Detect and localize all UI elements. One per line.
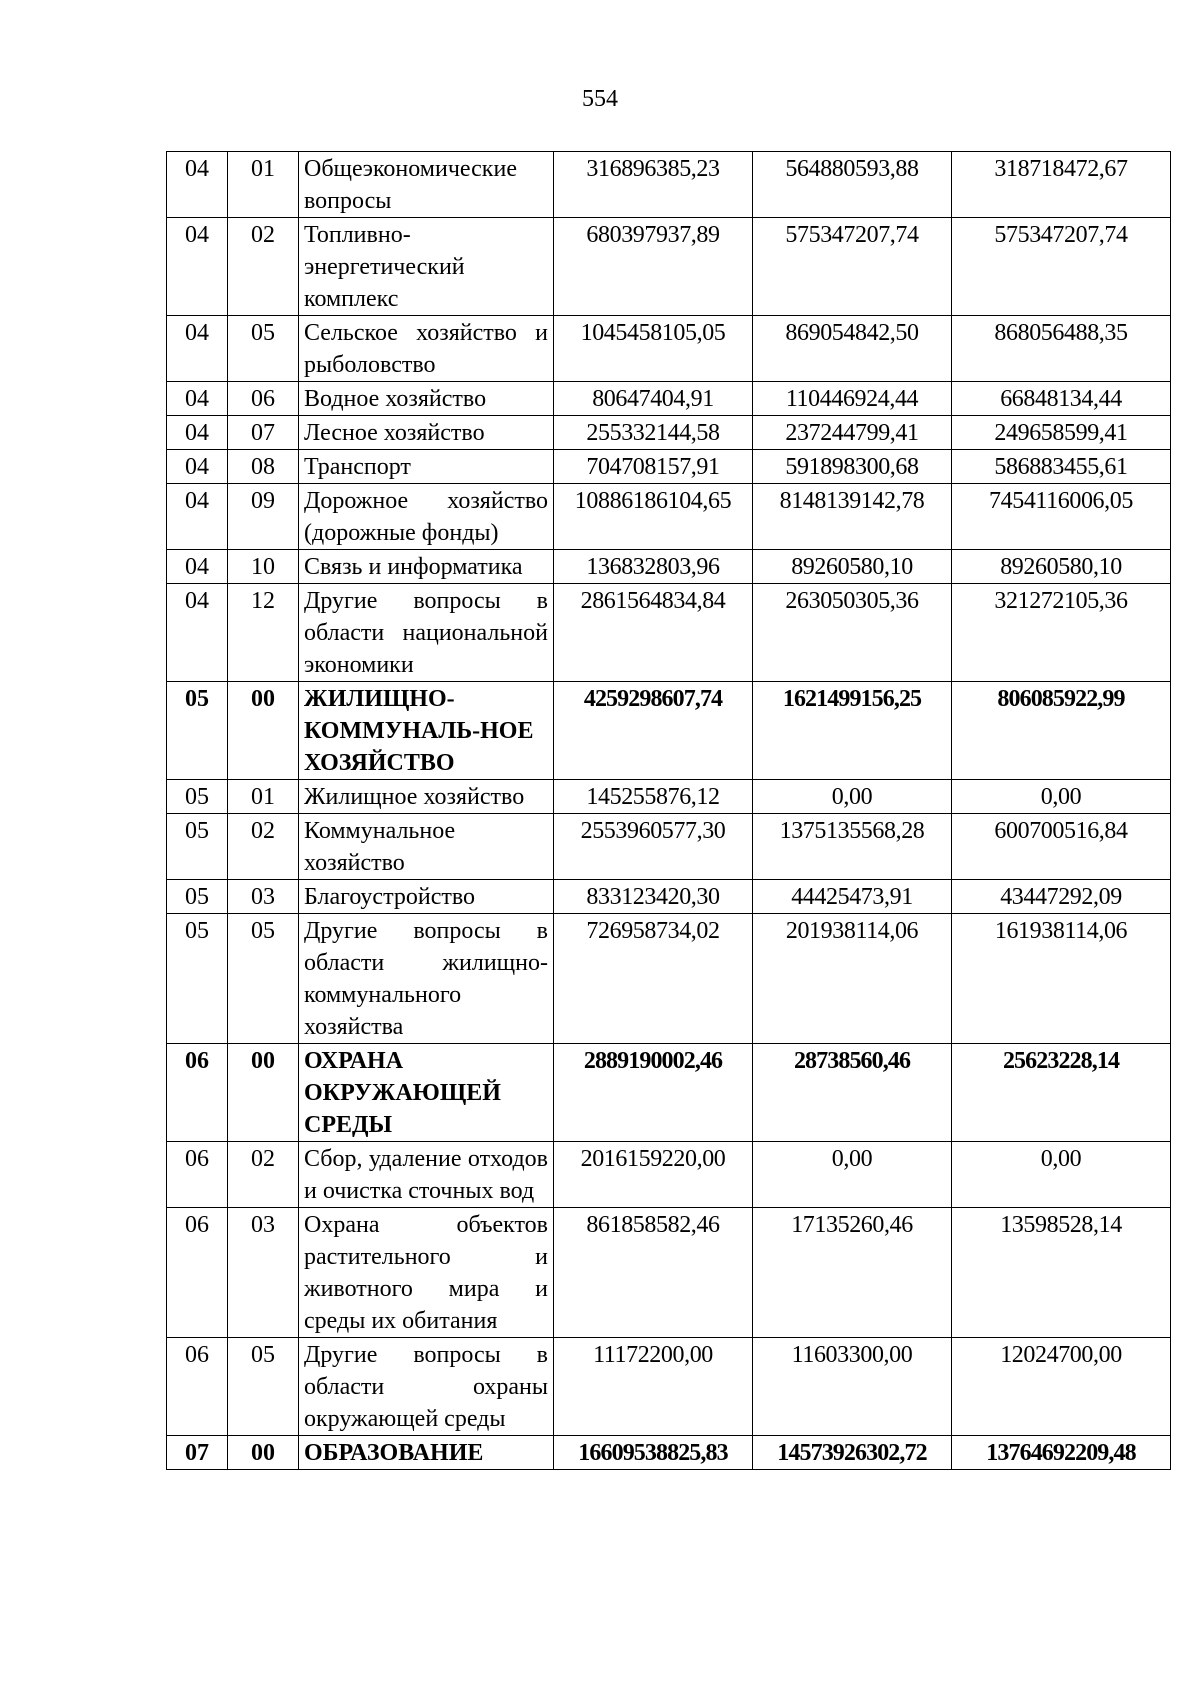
amount-cell-3: 13764692209,48 bbox=[952, 1436, 1171, 1470]
item-name-cell: ОХРАНА ОКРУЖАЮЩЕЙ СРЕДЫ bbox=[299, 1044, 554, 1142]
table-row bbox=[167, 450, 1171, 484]
subsection-code-cell: 01 bbox=[228, 152, 299, 218]
amount-cell-1: 145255876,12 bbox=[554, 780, 753, 814]
amount-cell-3: 7454116006,05 bbox=[952, 484, 1171, 550]
amount-cell-2: 0,00 bbox=[753, 1142, 952, 1208]
amount-cell-1: 80647404,91 bbox=[554, 382, 753, 416]
amount-cell-2: 44425473,91 bbox=[753, 880, 952, 914]
amount-cell-3: 318718472,67 bbox=[952, 152, 1171, 218]
item-name-cell: Лесное хозяйство bbox=[299, 416, 554, 450]
subsection-code-cell: 06 bbox=[228, 382, 299, 416]
amount-cell-1: 136832803,96 bbox=[554, 550, 753, 584]
item-name-cell: Жилищное хозяйство bbox=[299, 780, 554, 814]
table-row bbox=[167, 218, 1171, 316]
subsection-code-cell: 03 bbox=[228, 880, 299, 914]
amount-cell-1: 11172200,00 bbox=[554, 1338, 753, 1436]
subsection-code-cell: 12 bbox=[228, 584, 299, 682]
section-code-cell: 05 bbox=[167, 914, 228, 1044]
section-code-cell: 06 bbox=[167, 1142, 228, 1208]
section-code-cell: 04 bbox=[167, 484, 228, 550]
table-row bbox=[167, 416, 1171, 450]
amount-cell-3: 25623228,14 bbox=[952, 1044, 1171, 1142]
section-code-cell: 05 bbox=[167, 880, 228, 914]
amount-cell-3: 249658599,41 bbox=[952, 416, 1171, 450]
section-code-cell: 06 bbox=[167, 1338, 228, 1436]
amount-cell-1: 10886186104,65 bbox=[554, 484, 753, 550]
subsection-code-cell: 10 bbox=[228, 550, 299, 584]
subsection-code-cell: 05 bbox=[228, 1338, 299, 1436]
section-code-cell: 04 bbox=[167, 450, 228, 484]
table-row bbox=[167, 316, 1171, 382]
item-name-cell: ОБРАЗОВАНИЕ bbox=[299, 1436, 554, 1470]
amount-cell-3: 43447292,09 bbox=[952, 880, 1171, 914]
subsection-code-cell: 09 bbox=[228, 484, 299, 550]
table-row bbox=[167, 682, 1171, 780]
amount-cell-2: 14573926302,72 bbox=[753, 1436, 952, 1470]
table-row bbox=[167, 880, 1171, 914]
amount-cell-1: 2016159220,00 bbox=[554, 1142, 753, 1208]
amount-cell-3: 12024700,00 bbox=[952, 1338, 1171, 1436]
amount-cell-2: 28738560,46 bbox=[753, 1044, 952, 1142]
amount-cell-3: 586883455,61 bbox=[952, 450, 1171, 484]
section-code-cell: 04 bbox=[167, 416, 228, 450]
item-name-cell: Топливно-энергетический комплекс bbox=[299, 218, 554, 316]
amount-cell-1: 726958734,02 bbox=[554, 914, 753, 1044]
amount-cell-2: 575347207,74 bbox=[753, 218, 952, 316]
table-row bbox=[167, 914, 1171, 1044]
amount-cell-3: 575347207,74 bbox=[952, 218, 1171, 316]
section-code-cell: 04 bbox=[167, 550, 228, 584]
section-code-cell: 06 bbox=[167, 1208, 228, 1338]
amount-cell-2: 11603300,00 bbox=[753, 1338, 952, 1436]
table-row bbox=[167, 1338, 1171, 1436]
item-name-cell: Другие вопросы в области охраны окружающей среды bbox=[299, 1338, 554, 1436]
subsection-code-cell: 01 bbox=[228, 780, 299, 814]
section-code-cell: 05 bbox=[167, 814, 228, 880]
item-name-cell: Коммунальное хозяйство bbox=[299, 814, 554, 880]
item-name-cell: Охрана объектов растительного и животного мира и среды их обитания bbox=[299, 1208, 554, 1338]
subsection-code-cell: 03 bbox=[228, 1208, 299, 1338]
table-row bbox=[167, 1142, 1171, 1208]
amount-cell-2: 17135260,46 bbox=[753, 1208, 952, 1338]
item-name-cell: Водное хозяйство bbox=[299, 382, 554, 416]
amount-cell-2: 0,00 bbox=[753, 780, 952, 814]
table-row bbox=[167, 484, 1171, 550]
amount-cell-2: 1375135568,28 bbox=[753, 814, 952, 880]
amount-cell-1: 2861564834,84 bbox=[554, 584, 753, 682]
table-row bbox=[167, 1436, 1171, 1470]
subsection-code-cell: 05 bbox=[228, 914, 299, 1044]
item-name-cell: Общеэкономические вопросы bbox=[299, 152, 554, 218]
amount-cell-3: 321272105,36 bbox=[952, 584, 1171, 682]
table-row bbox=[167, 1208, 1171, 1338]
amount-cell-1: 2553960577,30 bbox=[554, 814, 753, 880]
subsection-code-cell: 02 bbox=[228, 814, 299, 880]
table-row bbox=[167, 550, 1171, 584]
amount-cell-1: 4259298607,74 bbox=[554, 682, 753, 780]
item-name-cell: Транспорт bbox=[299, 450, 554, 484]
page-number: 554 bbox=[582, 86, 618, 112]
item-name-cell: ЖИЛИЩНО-КОММУНАЛЬ-НОЕ ХОЗЯЙСТВО bbox=[299, 682, 554, 780]
amount-cell-2: 89260580,10 bbox=[753, 550, 952, 584]
budget-table bbox=[166, 151, 1171, 1470]
amount-cell-3: 13598528,14 bbox=[952, 1208, 1171, 1338]
table-body bbox=[167, 152, 1171, 1470]
amount-cell-1: 833123420,30 bbox=[554, 880, 753, 914]
amount-cell-1: 704708157,91 bbox=[554, 450, 753, 484]
amount-cell-2: 591898300,68 bbox=[753, 450, 952, 484]
table-row bbox=[167, 382, 1171, 416]
amount-cell-3: 806085922,99 bbox=[952, 682, 1171, 780]
amount-cell-3: 868056488,35 bbox=[952, 316, 1171, 382]
amount-cell-2: 869054842,50 bbox=[753, 316, 952, 382]
section-code-cell: 05 bbox=[167, 780, 228, 814]
section-code-cell: 06 bbox=[167, 1044, 228, 1142]
item-name-cell: Связь и информатика bbox=[299, 550, 554, 584]
item-name-cell: Сбор, удаление отходов и очистка сточных вод bbox=[299, 1142, 554, 1208]
table-row bbox=[167, 584, 1171, 682]
amount-cell-2: 564880593,88 bbox=[753, 152, 952, 218]
amount-cell-1: 2889190002,46 bbox=[554, 1044, 753, 1142]
table-row bbox=[167, 814, 1171, 880]
item-name-cell: Другие вопросы в области национальной экономики bbox=[299, 584, 554, 682]
section-code-cell: 07 bbox=[167, 1436, 228, 1470]
subsection-code-cell: 00 bbox=[228, 682, 299, 780]
amount-cell-2: 1621499156,25 bbox=[753, 682, 952, 780]
amount-cell-3: 89260580,10 bbox=[952, 550, 1171, 584]
item-name-cell: Сельское хозяйство и рыболовство bbox=[299, 316, 554, 382]
table-row bbox=[167, 152, 1171, 218]
amount-cell-2: 201938114,06 bbox=[753, 914, 952, 1044]
amount-cell-1: 1045458105,05 bbox=[554, 316, 753, 382]
section-code-cell: 04 bbox=[167, 382, 228, 416]
amount-cell-3: 66848134,44 bbox=[952, 382, 1171, 416]
subsection-code-cell: 07 bbox=[228, 416, 299, 450]
amount-cell-2: 110446924,44 bbox=[753, 382, 952, 416]
subsection-code-cell: 02 bbox=[228, 1142, 299, 1208]
amount-cell-3: 0,00 bbox=[952, 1142, 1171, 1208]
subsection-code-cell: 08 bbox=[228, 450, 299, 484]
subsection-code-cell: 02 bbox=[228, 218, 299, 316]
amount-cell-3: 161938114,06 bbox=[952, 914, 1171, 1044]
amount-cell-1: 680397937,89 bbox=[554, 218, 753, 316]
section-code-cell: 04 bbox=[167, 218, 228, 316]
table-row bbox=[167, 1044, 1171, 1142]
item-name-cell: Дорожное хозяйство (дорожные фонды) bbox=[299, 484, 554, 550]
amount-cell-1: 861858582,46 bbox=[554, 1208, 753, 1338]
section-code-cell: 05 bbox=[167, 682, 228, 780]
section-code-cell: 04 bbox=[167, 584, 228, 682]
amount-cell-2: 237244799,41 bbox=[753, 416, 952, 450]
item-name-cell: Благоустройство bbox=[299, 880, 554, 914]
section-code-cell: 04 bbox=[167, 152, 228, 218]
amount-cell-2: 263050305,36 bbox=[753, 584, 952, 682]
subsection-code-cell: 00 bbox=[228, 1436, 299, 1470]
amount-cell-3: 600700516,84 bbox=[952, 814, 1171, 880]
amount-cell-1: 16609538825,83 bbox=[554, 1436, 753, 1470]
subsection-code-cell: 05 bbox=[228, 316, 299, 382]
amount-cell-3: 0,00 bbox=[952, 780, 1171, 814]
amount-cell-1: 316896385,23 bbox=[554, 152, 753, 218]
amount-cell-1: 255332144,58 bbox=[554, 416, 753, 450]
table-row bbox=[167, 780, 1171, 814]
subsection-code-cell: 00 bbox=[228, 1044, 299, 1142]
section-code-cell: 04 bbox=[167, 316, 228, 382]
item-name-cell: Другие вопросы в области жилищно-коммунального хозяйства bbox=[299, 914, 554, 1044]
amount-cell-2: 8148139142,78 bbox=[753, 484, 952, 550]
